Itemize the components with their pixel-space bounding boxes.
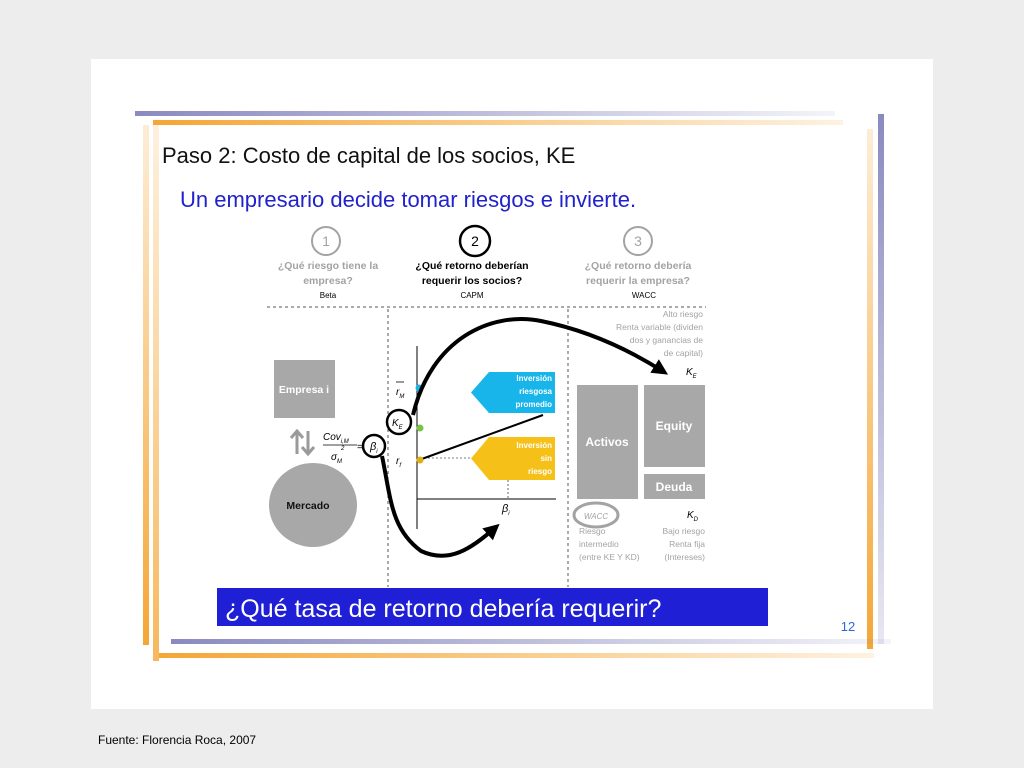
page-number: 12 bbox=[840, 619, 856, 634]
wacc-label: WACC bbox=[583, 512, 609, 521]
frame-bar-top-purple bbox=[135, 111, 835, 116]
high-risk-line2: Renta variable (dividen bbox=[616, 322, 703, 332]
avg-risk-line3: promedio bbox=[515, 400, 552, 409]
high-risk-line1: Alto riesgo bbox=[662, 309, 703, 319]
mid-risk-line1: Riesgo bbox=[579, 526, 606, 536]
slide-subtitle: Un empresario decide tomar riesgos e invierte. bbox=[180, 187, 637, 212]
kd-label: $K_D$ bbox=[687, 510, 699, 523]
capm-diagram bbox=[91, 59, 933, 709]
frame-bar-right-purple bbox=[878, 114, 884, 644]
step-3-question-line2: requerir la empresa? bbox=[586, 275, 690, 287]
step-1-method: Beta bbox=[319, 291, 337, 300]
avg-risk-line2: riesgosa bbox=[519, 387, 552, 396]
ke-label: $K_E$ bbox=[392, 418, 403, 431]
frame-bar-bottom-orange bbox=[159, 653, 874, 658]
equals-sign: = bbox=[357, 442, 363, 453]
sigma-denominator: $\sigma_M$ bbox=[331, 452, 343, 465]
step-3-number: 3 bbox=[634, 233, 642, 249]
high-risk-line4: de capital) bbox=[663, 348, 703, 358]
step-2-question-line1: ¿Qué retorno deberían bbox=[415, 260, 529, 272]
wacc-ke-label: $K_E$ bbox=[686, 367, 697, 380]
step-2-method: CAPM bbox=[460, 291, 484, 300]
low-risk-line3: (Intereses) bbox=[664, 552, 705, 562]
company-label: Empresa i bbox=[278, 384, 330, 396]
mid-risk-line3: (entre KE Y KD) bbox=[579, 552, 640, 562]
ke-point bbox=[417, 425, 424, 432]
sigma-exponent: 2 bbox=[341, 446, 345, 452]
assets-label: Activos bbox=[585, 435, 629, 449]
low-risk-line2: Renta fija bbox=[669, 539, 705, 549]
step-3-method: WACC bbox=[631, 291, 657, 300]
high-risk-line3: dos y ganancias de bbox=[629, 335, 703, 345]
step-2-question-line2: requerir los socios? bbox=[421, 275, 523, 287]
slide-image bbox=[91, 59, 933, 709]
frame-bar-left-orange bbox=[143, 125, 149, 645]
question-banner-text: ¿Qué tasa de retorno debería requerir? bbox=[225, 595, 662, 623]
step-1-question-line2: empresa? bbox=[303, 275, 353, 287]
frame-bar-right-orange bbox=[867, 129, 873, 649]
mid-risk-line2: intermedio bbox=[579, 539, 619, 549]
step-1-number: 1 bbox=[322, 233, 330, 249]
no-risk-line2: sin bbox=[540, 454, 552, 463]
no-risk-line1: Inversión bbox=[516, 441, 552, 450]
no-risk-line3: riesgo bbox=[527, 467, 552, 476]
equity-label: Equity bbox=[655, 419, 693, 433]
cov-numerator: Cov$_{i,M}$ bbox=[323, 432, 349, 445]
rf-label: $r_f$ bbox=[396, 456, 402, 469]
low-risk-line1: Bajo riesgo bbox=[662, 526, 705, 536]
step-1-question-line1: ¿Qué riesgo tiene la bbox=[277, 260, 379, 272]
beta-to-capm-arrow bbox=[382, 456, 496, 556]
frame-bar-bottom-purple bbox=[171, 639, 891, 644]
avg-risk-line1: Inversión bbox=[516, 374, 552, 383]
step-3-question-line1: ¿Qué retorno debería bbox=[584, 260, 692, 272]
frame-bar-top-orange bbox=[153, 120, 843, 125]
rm-label: $r_M$ bbox=[396, 387, 405, 400]
rf-point bbox=[417, 457, 424, 464]
market-label: Mercado bbox=[286, 500, 330, 512]
source-caption: Fuente: Florencia Roca, 2007 bbox=[98, 733, 257, 747]
debt-label: Deuda bbox=[655, 480, 693, 494]
slide-title: Paso 2: Costo de capital de los socios, KE bbox=[162, 143, 576, 168]
frame-bar-left-orange-2 bbox=[153, 125, 159, 661]
capm-beta-label: $\beta_i$ bbox=[502, 503, 510, 517]
beta-label: $\beta_i$ bbox=[370, 441, 378, 455]
step-2-number: 2 bbox=[471, 233, 479, 249]
up-down-arrow-icon bbox=[291, 431, 314, 454]
